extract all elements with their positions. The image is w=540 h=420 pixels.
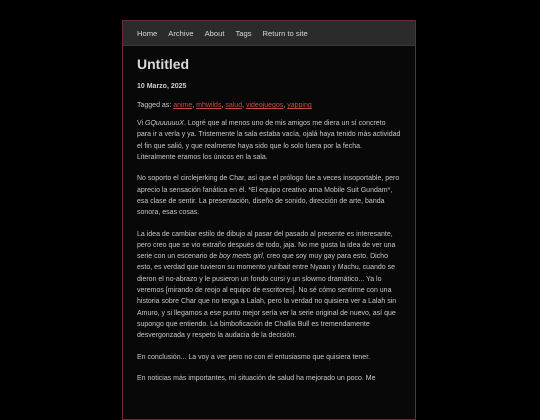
blog-card <box>122 20 416 420</box>
tag-link-anime[interactable]: anime <box>173 102 193 110</box>
post <box>123 46 415 384</box>
tagged-as-label: Tagged as: <box>137 102 172 110</box>
post-date: 10 Marzo, 2025 <box>137 83 187 91</box>
post-paragraph: La idea de cambiar estilo de dibujo al pasar del pasado al presente es interesante, pero creo que se vio extraño después de todo, jaja. No me gusta la idea de ver una serie con un escenario de boy meets girl, creo que soy muy gay para esto. Dicho esto, es verdad que tuvieron su momento yuribait entre Nyaan y Machu, cuando se dieron el no-abrazo y le pusieron un fondo cursi y un slowmo dramático... Ya lo veremos [mirando de reojo al equipo de escritores]. No sé cómo sentirme con una historia sobre Char que no tenga a Lalah, pero la verdad no quisiera ver a Lalah sin Amuro, y si llegamos a ese punto mejor sería ver la serie original de nuevo, así que supongo que entiendo. La bimboficación de Challia Bull es tremendamente desvergonzada y respeto la audacia de la decisión. <box>137 230 397 340</box>
top-nav <box>123 21 415 46</box>
tag-link-mhwilds[interactable]: mhwilds <box>196 102 222 110</box>
post-paragraph: Vi GQuuuuuuX. Logré que al menos uno de mis amigos me diera un sí concreto para ir a verla y ya. Tristemente la sala estaba vacía, ojalá haya tenido más actividad el fin que salió, y que realmente haya sido que lo solo fuera por la fecha. Literalmente eramos los únicos en la sala. <box>137 120 401 162</box>
post-paragraph: En noticias más importantes, mi situación de salud ha mejorado un poco. Me <box>137 374 376 382</box>
post-title: Untitled <box>137 56 190 72</box>
nav-home-link[interactable]: Home <box>137 28 158 38</box>
nav-tags-link[interactable]: Tags <box>235 28 252 38</box>
post-paragraph: No soporto el circlejerking de Char, así que el prólogo fue a veces insoportable, pero aprecio la sensación fanática en él. *El equipo creativo ama Mobile Suit Gundam*, esa clase de sentir. La presentación, diseño de sonido, dirección de arte, banda sonora, esas cosas. <box>137 175 400 217</box>
nav-archive-link[interactable]: Archive <box>168 28 194 38</box>
post-body <box>137 118 401 384</box>
tag-link-salud[interactable]: salud <box>225 102 243 110</box>
nav-about-link[interactable]: About <box>204 28 225 38</box>
tag-link-yapping[interactable]: yapping <box>287 102 312 110</box>
post-paragraph: En conclusión... La voy a ver pero no con el entusiasmo que quisiera tener. <box>137 353 371 361</box>
nav-return-link[interactable]: Return to site <box>262 28 308 38</box>
post-tags: Tagged as: anime, mhwilds, salud, videojuegos, yapping <box>137 102 312 110</box>
tag-link-videojuegos[interactable]: videojuegos <box>245 102 284 110</box>
